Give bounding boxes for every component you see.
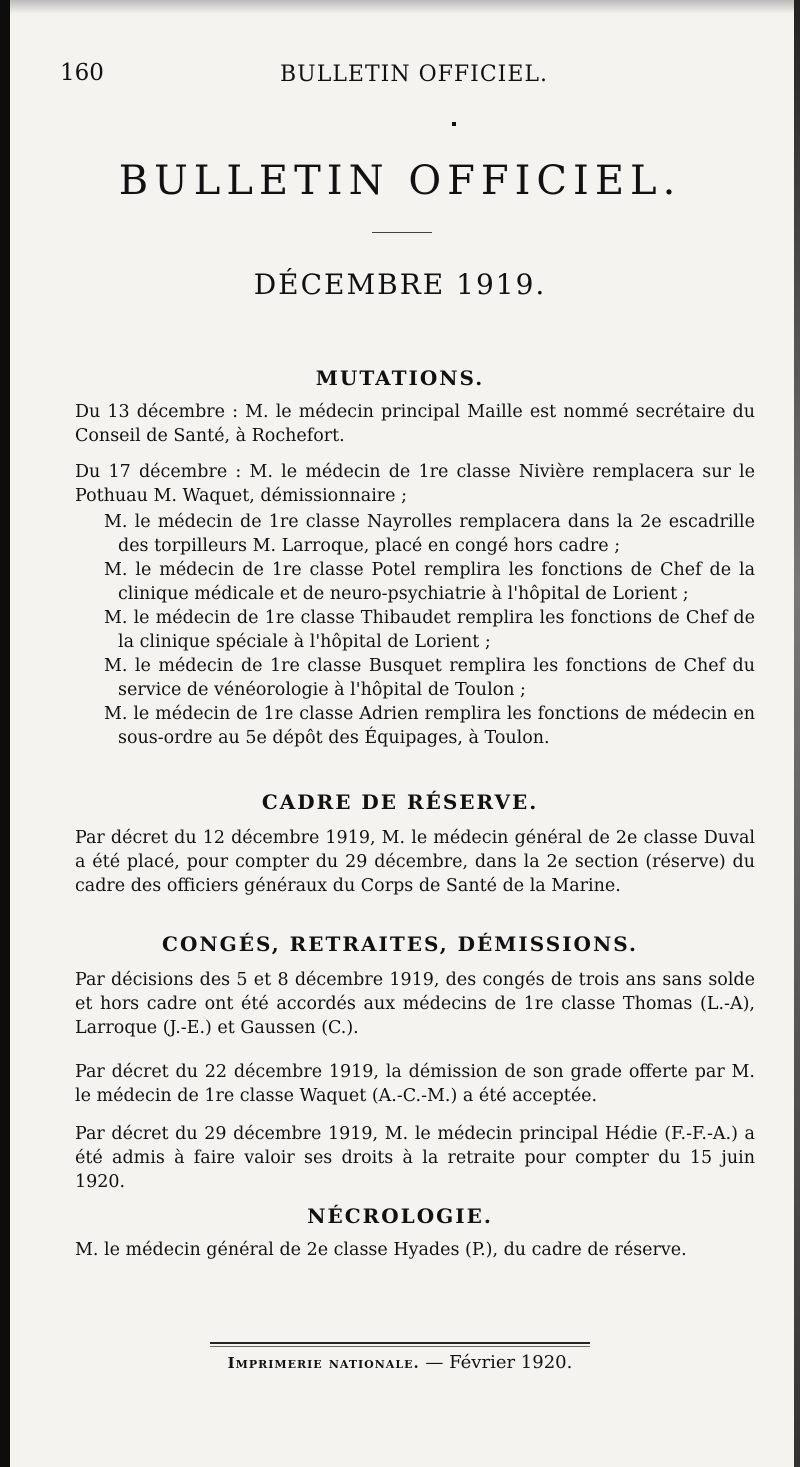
list-item: M. le médecin de 1re classe Thibaudet remplira les fonctions de Chef de la clinique spéciale à l'hôpital de Lorient ;: [104, 608, 755, 652]
running-title: BULLETIN OFFICIEL.: [280, 62, 549, 87]
scan-edge-right: [794, 0, 800, 1467]
print-date: — Février 1920.: [425, 1352, 573, 1373]
conges-paragraph-3: Par décret du 29 décembre 1919, M. le médecin principal Hédie (F.-F.-A.) a été admis à faire valoir ses droits à la retraite pour compter du 15 juin 1920.: [75, 1124, 755, 1192]
running-head: [0, 60, 800, 100]
conges-heading: CONGÉS, RETRAITES, DÉMISSIONS.: [162, 932, 638, 956]
footer-rule-thin: [210, 1346, 590, 1347]
necrologie-paragraph: M. le médecin général de 2e classe Hyades (P.), du cadre de réserve.: [75, 1240, 687, 1260]
mutations-paragraph-1: Du 13 décembre : M. le médecin principal Maille est nommé secrétaire du Conseil de Santé, à Rochefort.: [75, 402, 755, 446]
list-item: M. le médecin de 1re classe Potel remplira les fonctions de Chef de la clinique médicale et de neuro-psychiatrie à l'hôpital de Lorient ;: [104, 560, 755, 604]
conges-paragraph-2: Par décret du 22 décembre 1919, la démission de son grade offerte par M. le médecin de 1re classe Waquet (A.-C.-M.) a été acceptée.: [75, 1062, 755, 1106]
footer-rule: [210, 1342, 590, 1344]
scan-edge-top: [0, 0, 800, 14]
main-title: BULLETIN OFFICIEL.: [118, 158, 682, 204]
conges-paragraph-1: Par décisions des 5 et 8 décembre 1919, des congés de trois ans sans solde et hors cadre ont été accordés aux médecins de 1re classe Thomas (L.-A), Larroque (J.-E.) et Gaussen (C.).: [75, 970, 755, 1038]
date-heading: DÉCEMBRE 1919.: [253, 268, 547, 301]
imprint: [0, 1352, 800, 1373]
list-item: M. le médecin de 1re classe Adrien remplira les fonctions de médecin en sous-ordre au 5e dépôt des Équipages, à Toulon.: [104, 704, 755, 748]
cadre-heading: CADRE DE RÉSERVE.: [261, 790, 539, 814]
necrologie-heading: NÉCROLOGIE.: [307, 1204, 493, 1228]
mutations-heading: MUTATIONS.: [315, 366, 485, 390]
mutations-paragraph-2: Du 17 décembre : M. le médecin de 1re classe Nivière remplacera sur le Pothuau M. Waquet, démissionnaire ;: [75, 462, 755, 506]
list-item: M. le médecin de 1re classe Nayrolles remplacera dans la 2e escadrille des torpilleurs M. Larroque, placé en congé hors cadre ;: [104, 512, 755, 556]
mutations-list: [90, 510, 755, 750]
cadre-paragraph: Par décret du 12 décembre 1919, M. le médecin général de 2e classe Duval a été placé, pour compter du 29 décembre, dans la 2e section (réserve) du cadre des officiers généraux du Corps de Santé de la Marine.: [75, 828, 755, 896]
list-item: M. le médecin de 1re classe Busquet remplira les fonctions de Chef du service de vénéorologie à l'hôpital de Toulon ;: [104, 656, 755, 700]
title-rule: [372, 232, 432, 233]
scan-edge-left: [0, 0, 10, 1467]
ornament-dot: [452, 122, 456, 126]
printer-name: Imprimerie nationale.: [227, 1354, 420, 1372]
page-number: 160: [60, 60, 104, 86]
